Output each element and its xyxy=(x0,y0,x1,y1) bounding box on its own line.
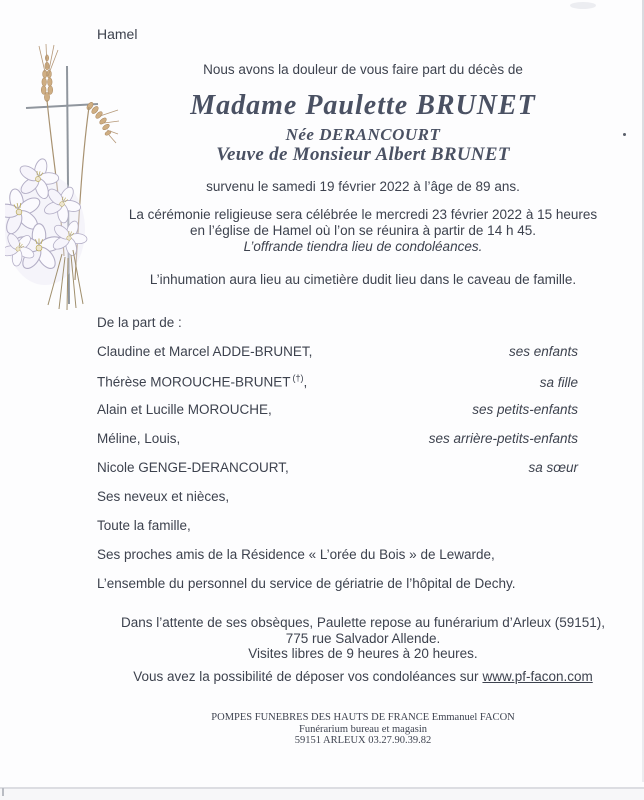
flowers-icon xyxy=(5,153,93,285)
family-member-relation: ses arrière-petits-enfants xyxy=(428,431,578,446)
family-member-name-suffix: , xyxy=(303,374,308,390)
family-member-relation: ses enfants xyxy=(508,344,578,359)
scan-edge-bottom-area xyxy=(0,789,644,800)
scan-speck xyxy=(623,133,626,136)
family-member-name: Toute la famille, xyxy=(97,518,191,533)
family-member-name xyxy=(97,373,307,390)
family-member-relation: ses petits-enfants xyxy=(472,402,578,417)
wake-line-3: Visites libres de 9 heures à 20 heures. xyxy=(248,646,478,661)
wake-paragraph xyxy=(85,615,641,662)
family-member-name: Ses neveux et nièces, xyxy=(97,489,230,504)
funeral-home-address: Funérarium bureau et magasin xyxy=(299,723,427,735)
family-list xyxy=(97,315,578,592)
ceremony-paragraph xyxy=(85,207,641,255)
deceased-marker: (†) xyxy=(292,373,304,383)
family-row xyxy=(97,373,578,389)
family-row xyxy=(97,460,578,476)
maiden-name: Née DERANCOURT xyxy=(285,125,441,144)
family-member-relation: sa fille xyxy=(539,374,578,390)
family-member-relation: sa sœur xyxy=(528,460,578,475)
condolences-text: Vous avez la possibilité de déposer vos condoléances sur xyxy=(133,669,479,684)
family-row xyxy=(97,431,578,447)
family-row xyxy=(97,489,578,505)
family-member-name: L’ensemble du personnel du service de gériatrie de l’hôpital de Dechy. xyxy=(97,576,516,591)
deceased-name: Madame Paulette BRUNET xyxy=(190,90,536,121)
wake-line-1: Dans l’attente de ses obsèques, Paulette repose au funérarium d’Arleux (59151), xyxy=(120,615,606,630)
wake-line-2: 775 rue Salvador Allende. xyxy=(285,630,441,646)
ceremony-line-2: en l’église de Hamel où l’on se réunira à partir de 14 h 45. xyxy=(190,223,536,238)
burial-line: L’inhumation aura lieu au cimetière dudit lieu dans le caveau de famille. xyxy=(149,272,577,287)
scan-smudge xyxy=(570,2,596,9)
family-row xyxy=(97,344,578,360)
funeral-home-block xyxy=(85,712,641,747)
family-row xyxy=(97,402,578,418)
family-row xyxy=(97,547,578,563)
family-row xyxy=(97,518,578,534)
family-member-name: Claudine et Marcel ADDE-BRUNET, xyxy=(97,344,313,359)
family-heading: De la part de : xyxy=(97,315,182,330)
ceremony-line-3: L’offrande tiendra lieu de condoléances. xyxy=(243,239,483,254)
condolences-website-link: www.pf-facon.com xyxy=(482,669,593,684)
intro-text: Nous avons la douleur de vous faire part du décès de xyxy=(203,62,523,77)
location-label: Hamel xyxy=(97,26,138,42)
ceremony-line-1: La cérémonie religieuse sera célébrée le mercredi 23 février 2022 à 15 heures xyxy=(128,207,598,222)
condolences-line xyxy=(85,669,641,684)
family-member-name: Nicole GENGE-DERANCOURT, xyxy=(97,460,289,475)
family-member-name: Méline, Louis, xyxy=(97,431,181,446)
family-member-name: Ses proches amis de la Résidence « L’orée du Bois » de Lewarde, xyxy=(97,547,495,562)
family-member-name-text: Thérèse MOROUCHE-BRUNET xyxy=(97,374,291,390)
death-date-line: survenu le samedi 19 février 2022 à l’âge de 89 ans. xyxy=(206,179,520,194)
family-row xyxy=(97,576,578,592)
funeral-home-phone: 59151 ARLEUX 03.27.90.39.82 xyxy=(294,735,432,746)
scan-corner-mark xyxy=(2,788,4,796)
funeral-home-name: POMPES FUNEBRES DES HAUTS DE FRANCE Emmanuel FACON xyxy=(211,712,515,723)
family-member-name: Alain et Lucille MOROUCHE, xyxy=(97,402,272,417)
widow-of-line: Veuve de Monsieur Albert BRUNET xyxy=(216,144,510,165)
